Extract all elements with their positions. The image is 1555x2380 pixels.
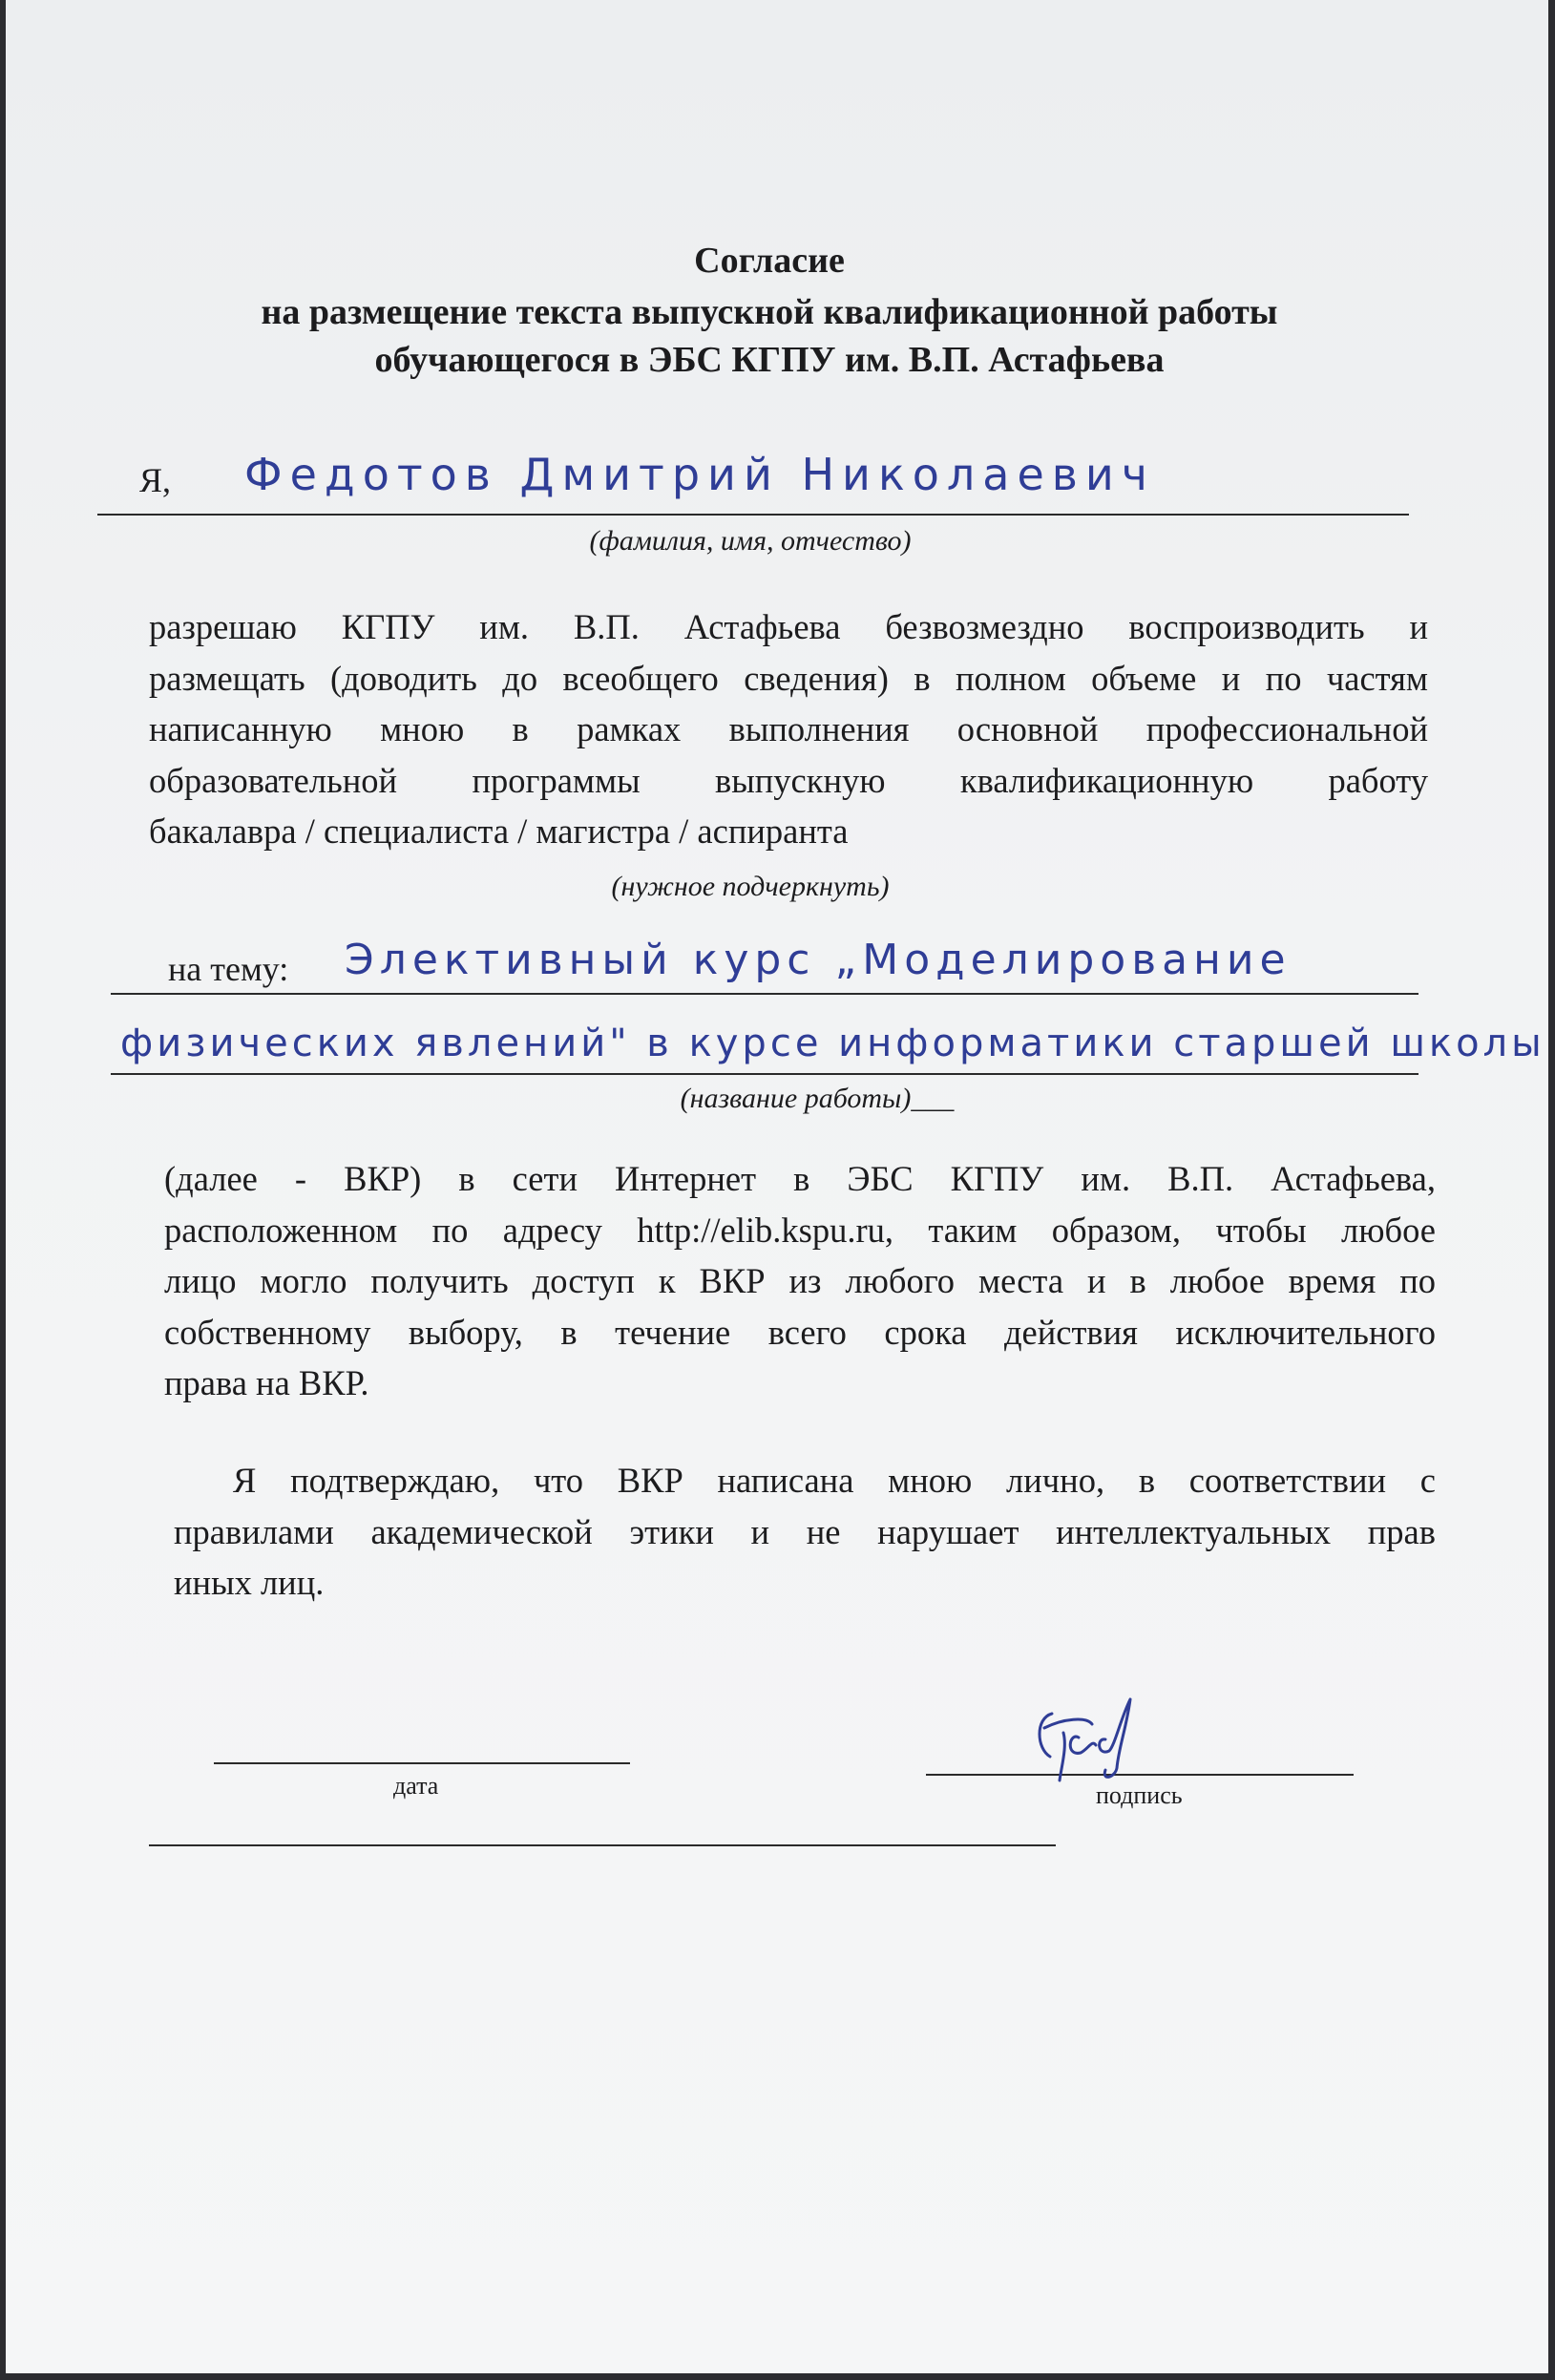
publication-line: лицо могло получить доступ к ВКР из любого места и в любое время по bbox=[164, 1261, 1436, 1300]
bottom-line bbox=[149, 1844, 1056, 1846]
handwritten-topic-line2: физических явлений" в курсе информатики старшей школы bbox=[120, 1022, 1545, 1065]
publication-line: собственному выбору, в течение всего срока действия исключительного bbox=[164, 1312, 1436, 1352]
signature-label: подпись bbox=[1096, 1781, 1183, 1809]
name-underline bbox=[97, 514, 1409, 516]
document-title: Согласие bbox=[694, 241, 845, 281]
underline-hint-caption: (нужное подчеркнуть) bbox=[611, 871, 890, 902]
name-caption: (фамилия, имя, отчество) bbox=[589, 525, 912, 557]
publication-paragraph bbox=[164, 1153, 1436, 1409]
confirmation-line-last: иных лиц. bbox=[174, 1563, 325, 1602]
publication-line-last: права на ВКР. bbox=[164, 1363, 369, 1402]
confirmation-paragraph bbox=[174, 1455, 1436, 1609]
signature-mark bbox=[1025, 1690, 1168, 1795]
consent-line: написанную мною в рамках выполнения основной профессиональной bbox=[149, 709, 1428, 748]
topic-underline-1 bbox=[111, 993, 1418, 995]
handwritten-full-name: Федотов Дмитрий Николаевич bbox=[244, 449, 1155, 500]
date-line bbox=[214, 1762, 630, 1764]
consent-paragraph bbox=[149, 601, 1428, 857]
confirmation-line: Я подтверждаю, что ВКР написана мною лично, в соответствии с bbox=[233, 1461, 1436, 1500]
publication-line: расположенном по адресу http://elib.kspu.ru, таким образом, чтобы любое bbox=[164, 1210, 1436, 1250]
consent-line: образовательной программы выпускную квалификационную работу bbox=[149, 760, 1428, 800]
document-subtitle-line2: обучающегося в ЭБС КГПУ им. В.П. Астафьева bbox=[374, 340, 1165, 380]
handwritten-signature bbox=[1025, 1690, 1168, 1795]
topic-label: на тему: bbox=[168, 950, 289, 988]
name-prefix: Я, bbox=[139, 461, 172, 499]
topic-caption: (название работы)___ bbox=[680, 1083, 955, 1114]
confirmation-line: правилами академической этики и не нарушает интеллектуальных прав bbox=[174, 1511, 1436, 1551]
handwritten-topic-line1: Элективный курс „Моделирование bbox=[345, 936, 1292, 984]
document-subtitle-line1: на размещение текста выпускной квалификационной работы bbox=[261, 292, 1278, 332]
consent-line: разрешаю КГПУ им. В.П. Астафьева безвозмездно воспроизводить и bbox=[149, 607, 1428, 646]
degree-options: бакалавра / специалиста / магистра / аспиранта bbox=[149, 811, 849, 851]
consent-line: размещать (доводить до всеобщего сведения) в полном объеме и по частям bbox=[149, 658, 1428, 698]
document-page bbox=[6, 0, 1548, 2373]
publication-line: (далее - ВКР) в сети Интернет в ЭБС КГПУ им. В.П. Астафьева, bbox=[164, 1159, 1436, 1198]
date-label: дата bbox=[393, 1772, 439, 1800]
topic-underline-2 bbox=[111, 1073, 1418, 1075]
